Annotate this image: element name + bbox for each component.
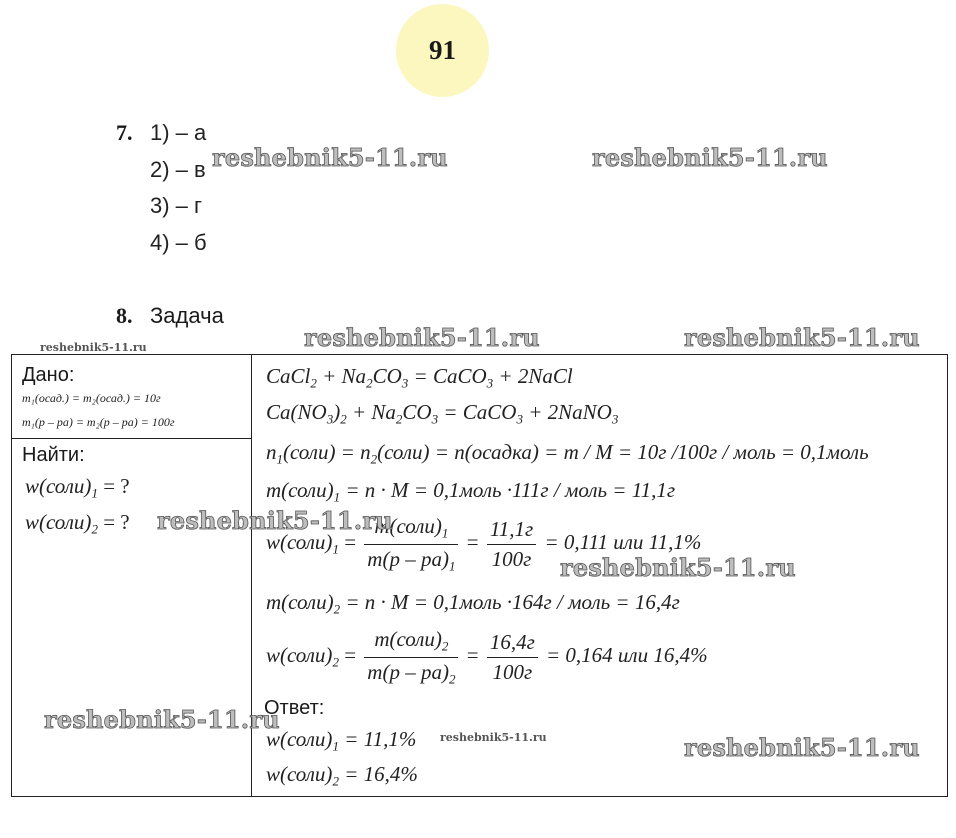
fraction-mass-over-solution-1: $\frac{m(соли)_1}{m(р - ра)_1}$ — [364, 514, 458, 574]
page-number-badge — [396, 4, 489, 97]
watermark-small: reshebnik5-11.ru — [440, 731, 547, 744]
question-7-number: 7. — [116, 120, 133, 145]
q7-answer-4: 4) – б — [150, 230, 207, 255]
watermark: reshebnik5-11.ru — [44, 705, 280, 734]
equation-mass-salt-1: $m(соли)_1 = n \cdot M$ = 0,1моль ·111г / моль = 11,1г — [266, 478, 676, 505]
given-label: Дано: — [22, 364, 75, 386]
watermark: reshebnik5-11.ru — [212, 143, 448, 172]
answer-line-2: $w(соли)_2 = 16,4\%$ — [266, 762, 418, 789]
equation-fraction-salt-2: $w(соли)_2$ = $\frac{m(соли)_2}{m(р - ра)_2}$ = $\frac{16,4г}{100г}$ = 0,164 или 16,4% — [266, 627, 708, 687]
equation-reaction-2: $Ca(NO_3)_2 + Na_2CO_3$ = CaCO$_3$ + 2NaNO$_3$ — [266, 400, 619, 427]
fraction-mass-over-solution-2: $\frac{m(соли)_2}{m(р - ра)_2}$ — [364, 627, 458, 687]
equation-reaction-1: CaCl$_2$ + $Na_2CO_3$ = CaCO$_3$ + 2NaCl — [266, 364, 573, 391]
given-line-2: m₁(р – ра) = m₂(р – ра) = 100г — [22, 415, 175, 429]
find-line-2: $w(соли)_2$ = ? — [25, 510, 130, 537]
find-line-1: $w(соли)_1$ = ? — [25, 474, 130, 501]
equation-moles: $n_1(соли)$ = $n_2(соли)$ = n(осадка) = m / M = 10г /100г / моль = 0,1моль — [266, 440, 869, 467]
question-8-number: 8. — [116, 303, 133, 328]
watermark: reshebnik5-11.ru — [304, 323, 540, 352]
watermark: reshebnik5-11.ru — [684, 733, 920, 762]
q7-answer-1: 1) – а — [150, 120, 207, 145]
watermark: reshebnik5-11.ru — [157, 506, 393, 535]
table-divider-horizontal — [11, 438, 252, 439]
answer-line-1: $w(соли)_1 = 11,1\%$ — [266, 727, 417, 754]
page-number: 91 — [429, 35, 456, 65]
given-line-1: m₁(осад.) = m₂(осад.) = 10г — [22, 391, 161, 405]
watermark: reshebnik5-11.ru — [592, 143, 828, 172]
equation-mass-salt-2: $m(соли)_2 = n \cdot M$ = 0,1моль ·164г / моль = 16,4г — [266, 590, 680, 617]
answer-label: Ответ: — [264, 697, 325, 719]
equation-fraction-salt-1: $w(соли)_1$ = $\frac{m(соли)_1}{m(р - ра)_1}$ = $\frac{11,1г}{100г}$ = 0,111 или 11,1% — [266, 514, 702, 574]
watermark: reshebnik5-11.ru — [560, 553, 796, 582]
q7-answer-3: 3) – г — [150, 193, 203, 218]
watermark-small: reshebnik5-11.ru — [40, 341, 147, 354]
watermark: reshebnik5-11.ru — [684, 323, 920, 352]
fraction-numeric-2: $\frac{16,4г}{100г}$ — [487, 630, 538, 685]
question-8-title: Задача — [150, 303, 224, 328]
find-label: Найти: — [22, 444, 85, 466]
fraction-numeric-1: $\frac{11,1г}{100г}$ — [487, 517, 536, 572]
q7-answer-2: 2) – в — [150, 157, 206, 182]
